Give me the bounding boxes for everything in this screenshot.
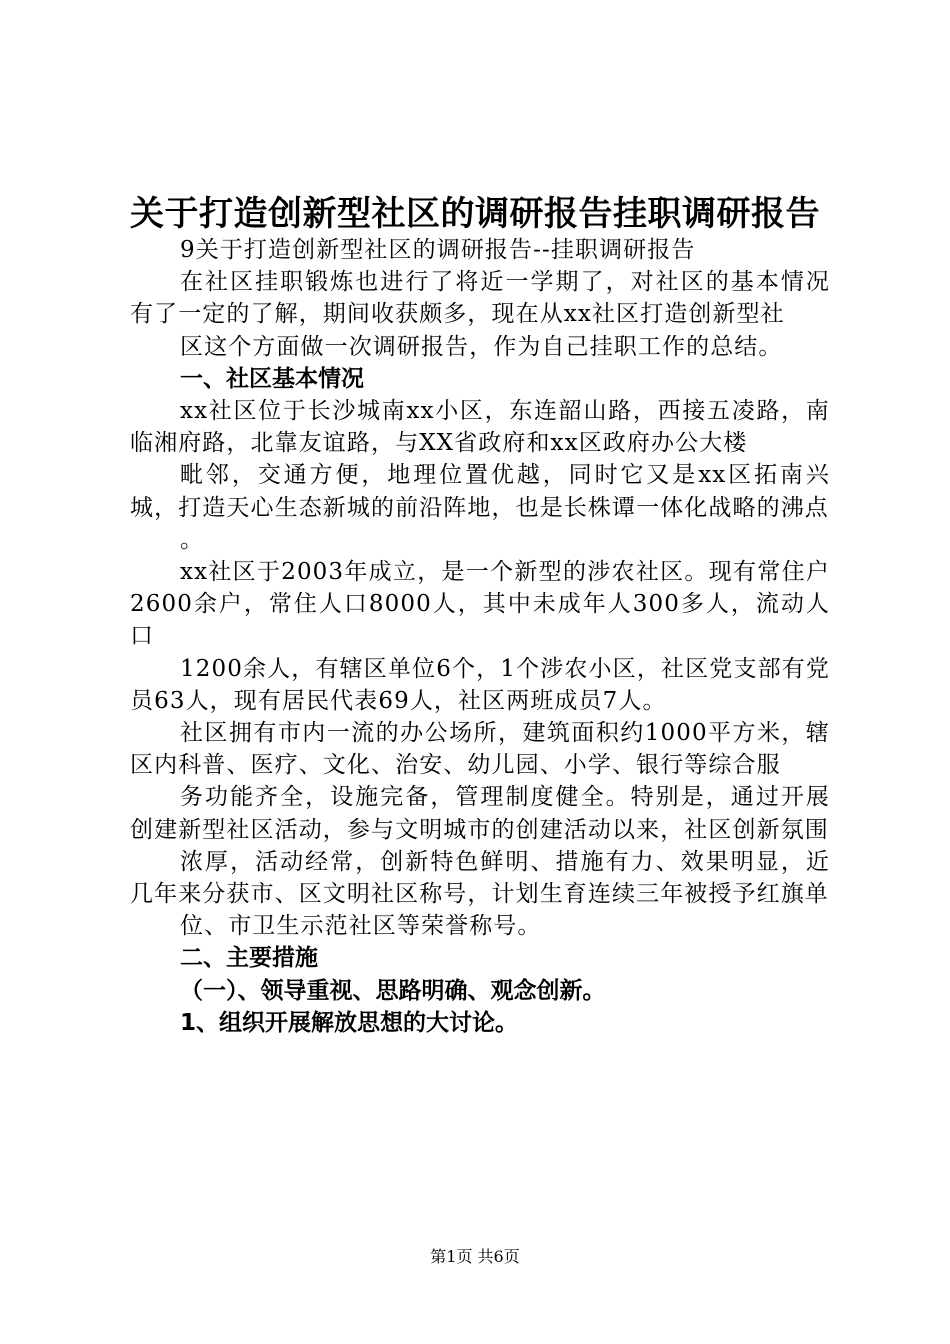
paragraph: 位、市卫生示范社区等荣誉称号。 — [180, 913, 542, 940]
paragraph: 浓厚，活动经常，创新特色鲜明、措施有力、效果明显，近几年来分获市、区文明社区称号，计划生育连续三年被授予红旗单 — [130, 848, 830, 908]
paragraph: xx社区于2003年成立，是一个新型的涉农社区。现有常住户2600余户，常住人口8000人，其中未成年人300多人，流动人口 — [130, 559, 830, 650]
section-heading: 一、社区基本情况 — [180, 365, 364, 392]
paragraph: 9关于打造创新型社区的调研报告--挂职调研报告 — [180, 237, 696, 263]
paragraph: 社区拥有市内一流的办公场所，建筑面积约1000平方米，辖区内科普、医疗、文化、治安、幼儿园、小学、银行等综合服 — [130, 720, 830, 779]
paragraph: 在社区挂职锻炼也进行了将近一学期了，对社区的基本情况有了一定的了解，期间收获颇多，现在从xx社区打造创新型社 — [130, 269, 830, 328]
paragraph: 毗邻，交通方便，地理位置优越，同时它又是xx区拓南兴城，打造天心生态新城的前沿阵地，也是长株谭一体化战略的沸点 — [130, 462, 830, 521]
document-body — [130, 234, 830, 1039]
paragraph: 区这个方面做一次调研报告，作为自己挂职工作的总结。 — [180, 333, 783, 360]
subsection-heading: （一）、领导重视、思路明确、观念创新。 — [180, 977, 606, 1004]
document-title: 关于打造创新型社区的调研报告挂职调研报告 — [130, 194, 820, 234]
paragraph: 务功能齐全，设施完备，管理制度健全。特别是，通过开展创建新型社区活动，参与文明城市的创建活动以来，社区创新氛围 — [130, 784, 830, 843]
section-heading: 二、主要措施 — [180, 945, 318, 972]
page-footer: 第1页 共6页 — [430, 1247, 520, 1266]
paragraph: 1200余人，有辖区单位6个，1个涉农小区，社区党支部有党员63人，现有居民代表69人，社区两班成员7人。 — [130, 655, 830, 714]
paragraph: xx社区位于长沙城南xx小区，东连韶山路，西接五凌路，南临湘府路，北靠友谊路，与XX省政府和xx区政府办公大楼 — [130, 398, 830, 457]
subsection-heading: 1、组织开展解放思想的大讨论。 — [180, 1009, 519, 1036]
paragraph: 。 — [180, 526, 205, 553]
